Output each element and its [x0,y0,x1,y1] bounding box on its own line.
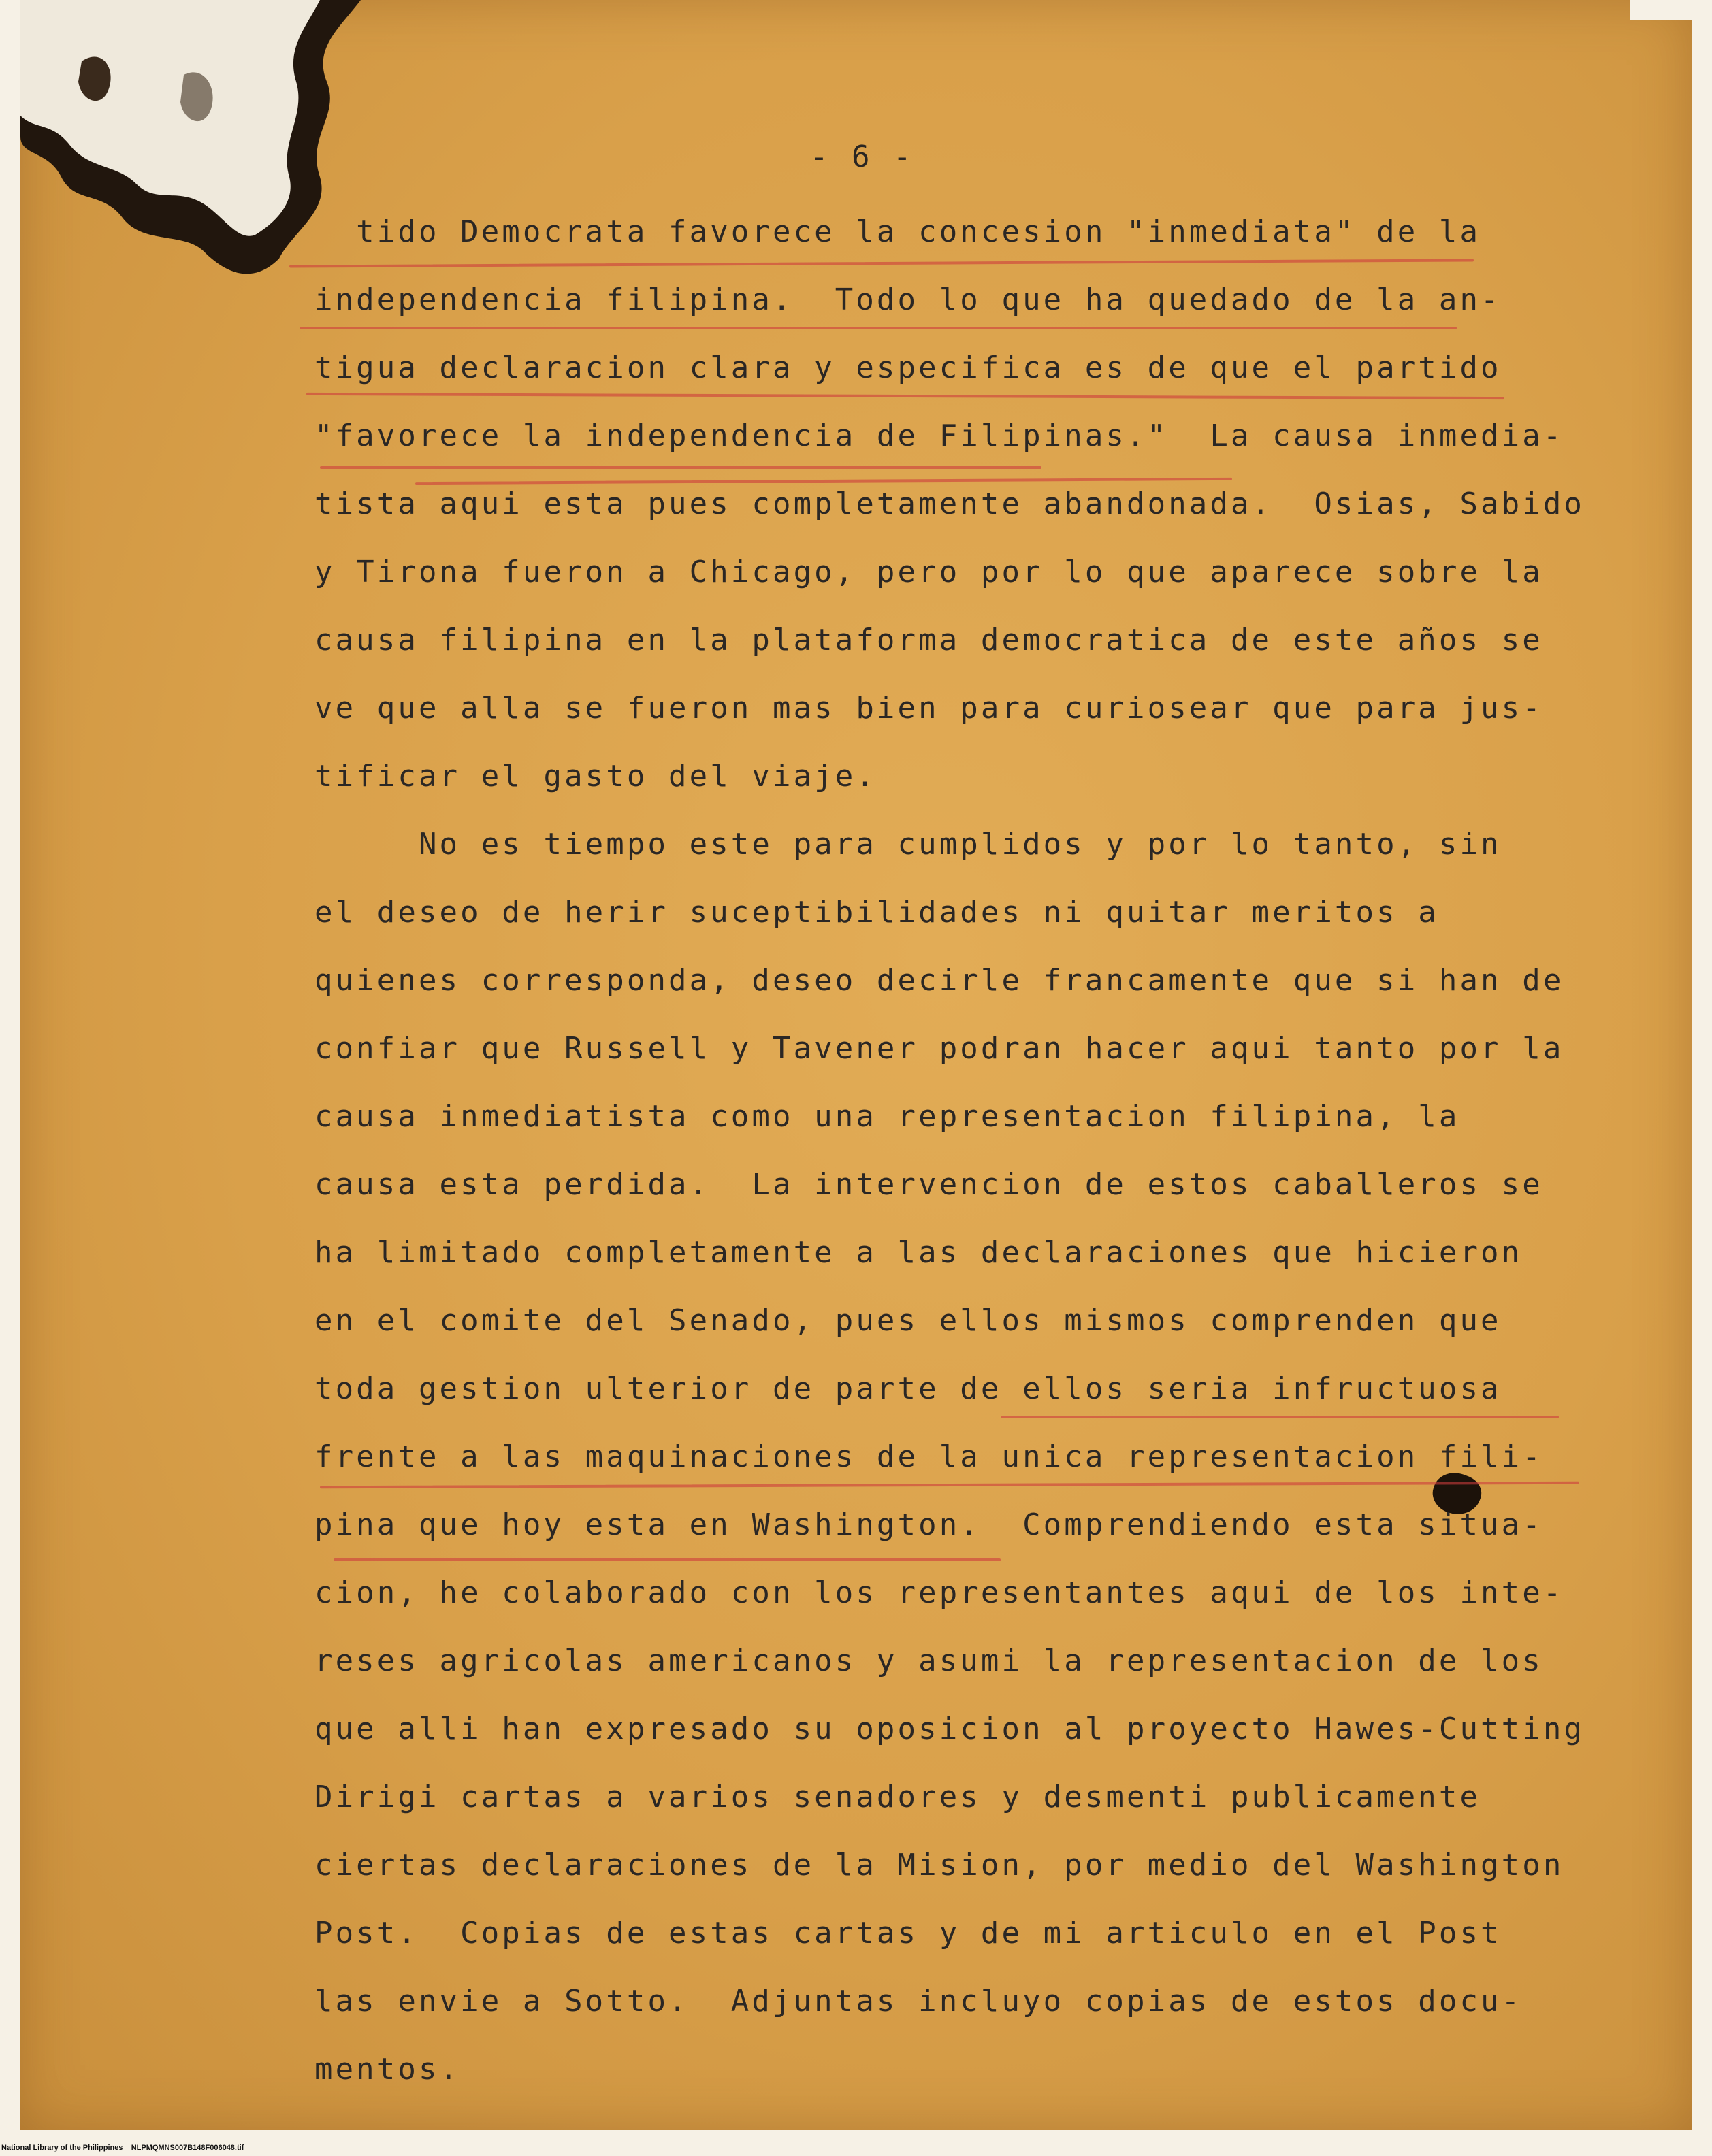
text-line: No es tiempo este para cumplidos y por lo tanto, sin [314,827,1502,862]
text-line: causa esta perdida. La intervencion de estos caballeros se [314,1167,1543,1202]
text-line: cion, he colaborado con los representantes aqui de los inte- [314,1575,1564,1610]
text-line: confiar que Russell y Tavener podran hacer aqui tanto por la [314,1031,1564,1066]
text-line: las envie a Sotto. Adjuntas incluyo copias de estos docu- [314,1984,1523,2019]
text-line: reses agricolas americanos y asumi la representacion de los [314,1644,1543,1678]
pencil-underline [320,466,1041,469]
pencil-underline [300,327,1457,329]
text-line: y Tirona fueron a Chicago, pero por lo que aparece sobre la [314,555,1543,589]
text-line: quienes corresponda, deseo decirle francamente que si han de [314,963,1564,998]
text-line: toda gestion ulterior de parte de ellos seria infructuosa [314,1371,1502,1406]
page-number: - 6 - [810,140,914,174]
text-line: ciertas declaraciones de la Mision, por medio del Washington [314,1848,1564,1882]
text-line: el deseo de herir suceptibilidades ni quitar meritos a [314,895,1439,930]
text-line: causa filipina en la plataforma democratica de este años se [314,623,1543,657]
text-line: mentos. [314,2052,461,2087]
text-line: "favorece la independencia de Filipinas." La causa inmedia- [314,419,1564,453]
pencil-underline [334,1558,1001,1561]
document-page [20,0,1692,2130]
text-line: tido Democrata favorece la concesion "inmediata" de la [314,214,1481,249]
text-line: ha limitado completamente a las declaraciones que hicieron [314,1235,1523,1270]
text-line: causa inmediatista como una representacion filipina, la [314,1099,1460,1134]
text-line: Post. Copias de estas cartas y de mi articulo en el Post [314,1916,1502,1950]
pencil-underline [320,1482,1579,1488]
archive-footer: National Library of the Philippines NLPMQMNS007B148F006048.tif [1,2144,244,2152]
text-line: tificar el gasto del viaje. [314,759,877,794]
text-line: en el comite del Senado, pues ellos mismos comprenden que [314,1303,1502,1338]
text-line: frente a las maquinaciones de la unica representacion fili- [314,1439,1543,1474]
text-line: independencia filipina. Todo lo que ha quedado de la an- [314,282,1502,317]
scan-edge [1630,0,1712,20]
text-line: pina que hoy esta en Washington. Comprendiendo esta situa- [314,1507,1543,1542]
text-line: tista aqui esta pues completamente abandonada. Osias, Sabido [314,487,1585,521]
text-line: tigua declaracion clara y especifica es de que el partido [314,350,1502,385]
text-line: que alli han expresado su oposicion al proyecto Hawes-Cutting [314,1712,1585,1746]
pencil-underline [1001,1416,1559,1418]
pencil-underline [306,393,1504,399]
text-line: ve que alla se fueron mas bien para curiosear que para jus- [314,691,1543,725]
pencil-underline [289,259,1474,267]
text-line: Dirigi cartas a varios senadores y desmenti publicamente [314,1780,1481,1814]
pencil-underline [415,478,1232,485]
